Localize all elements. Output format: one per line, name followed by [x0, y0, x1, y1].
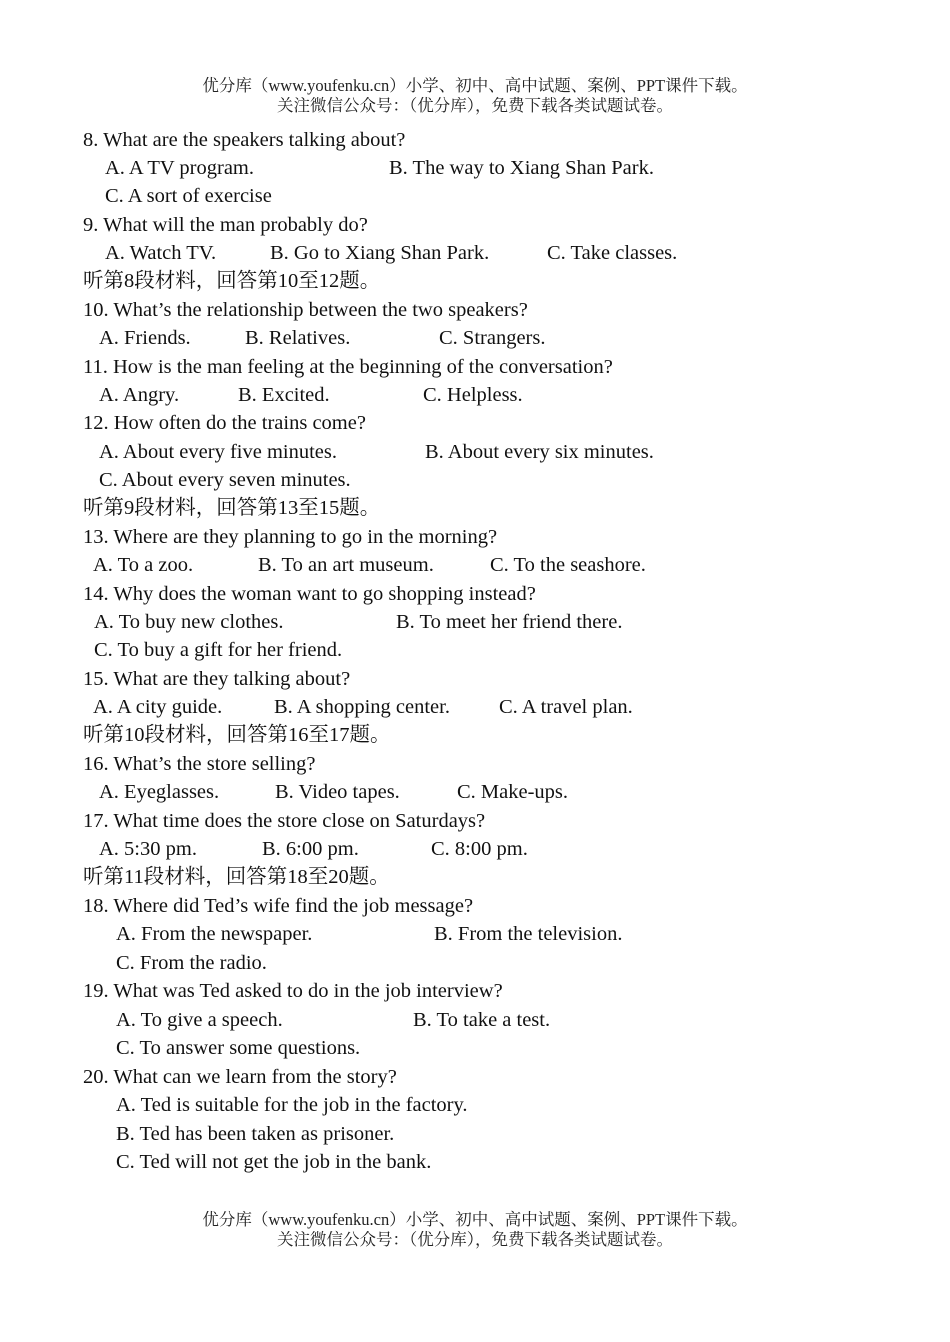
option-17a: A. 5:30 pm. — [99, 838, 197, 860]
option-13b: B. To an art museum. — [258, 554, 434, 576]
header-line-1: 优分库（www.youfenku.cn）小学、初中、高中试题、案例、PPT课件下载。 — [202, 76, 748, 95]
option-16a: A. Eyeglasses. — [99, 781, 220, 803]
option-17b: B. 6:00 pm. — [262, 838, 359, 860]
section-heading-9: 听第9段材料，回答第13至15题。 — [83, 497, 381, 519]
section-heading-8: 听第8段材料，回答第10至12题。 — [83, 270, 381, 292]
question-17: 17. What time does the store close on Saturdays? — [83, 810, 486, 832]
option-14c: C. To buy a gift for her friend. — [94, 639, 343, 661]
question-20: 20. What can we learn from the story? — [83, 1066, 397, 1088]
question-11: 11. How is the man feeling at the beginning of the conversation? — [83, 356, 613, 378]
footer-line-1: 优分库（www.youfenku.cn）小学、初中、高中试题、案例、PPT课件下载。 — [202, 1210, 748, 1229]
option-9c: C. Take classes. — [547, 242, 678, 264]
option-18a: A. From the newspaper. — [116, 923, 313, 945]
option-13c: C. To the seashore. — [490, 554, 646, 576]
section-heading-10: 听第10段材料，回答第16至17题。 — [83, 724, 391, 746]
option-8a: A. A TV program. — [105, 157, 255, 179]
option-18c: C. From the radio. — [116, 952, 267, 974]
option-19b: B. To take a test. — [413, 1009, 551, 1031]
page-header — [0, 76, 950, 116]
question-9: 9. What will the man probably do? — [83, 214, 368, 236]
option-15c: C. A travel plan. — [499, 696, 633, 718]
header-line-2: 关注微信公众号：（优分库），免费下载各类试题试卷。 — [277, 96, 673, 115]
option-12b: B. About every six minutes. — [425, 441, 654, 463]
section-heading-11: 听第11段材料，回答第18至20题。 — [83, 866, 390, 888]
option-18b: B. From the television. — [434, 923, 623, 945]
question-13: 13. Where are they planning to go in the morning? — [83, 526, 498, 548]
question-18: 18. Where did Ted’s wife find the job message? — [83, 895, 474, 917]
question-19: 19. What was Ted asked to do in the job interview? — [83, 980, 503, 1002]
option-20a: A. Ted is suitable for the job in the factory. — [116, 1094, 468, 1116]
option-15b: B. A shopping center. — [274, 696, 450, 718]
page-footer — [0, 1210, 950, 1250]
option-20c: C. Ted will not get the job in the bank. — [116, 1151, 432, 1173]
option-8b: B. The way to Xiang Shan Park. — [389, 157, 654, 179]
question-8: 8. What are the speakers talking about? — [83, 129, 406, 151]
option-10c: C. Strangers. — [439, 327, 546, 349]
option-12c: C. About every seven minutes. — [99, 469, 351, 491]
option-19a: A. To give a speech. — [116, 1009, 283, 1031]
option-9a: A. Watch TV. — [105, 242, 217, 264]
option-15a: A. A city guide. — [93, 696, 223, 718]
option-20b: B. Ted has been taken as prisoner. — [116, 1123, 395, 1145]
option-12a: A. About every five minutes. — [99, 441, 337, 463]
option-8c: C. A sort of exercise — [105, 185, 272, 207]
option-10b: B. Relatives. — [245, 327, 351, 349]
option-13a: A. To a zoo. — [93, 554, 194, 576]
option-10a: A. Friends. — [99, 327, 191, 349]
question-10: 10. What’s the relationship between the two speakers? — [83, 299, 528, 321]
option-11a: A. Angry. — [99, 384, 180, 406]
option-17c: C. 8:00 pm. — [431, 838, 528, 860]
option-11b: B. Excited. — [238, 384, 330, 406]
question-12: 12. How often do the trains come? — [83, 412, 366, 434]
option-14b: B. To meet her friend there. — [396, 611, 623, 633]
option-19c: C. To answer some questions. — [116, 1037, 361, 1059]
option-9b: B. Go to Xiang Shan Park. — [270, 242, 490, 264]
option-14a: A. To buy new clothes. — [94, 611, 284, 633]
option-11c: C. Helpless. — [423, 384, 523, 406]
question-14: 14. Why does the woman want to go shopping instead? — [83, 583, 536, 605]
option-16b: B. Video tapes. — [275, 781, 400, 803]
question-16: 16. What’s the store selling? — [83, 753, 316, 775]
option-16c: C. Make-ups. — [457, 781, 569, 803]
footer-line-2: 关注微信公众号：（优分库），免费下载各类试题试卷。 — [277, 1230, 673, 1249]
question-15: 15. What are they talking about? — [83, 668, 351, 690]
